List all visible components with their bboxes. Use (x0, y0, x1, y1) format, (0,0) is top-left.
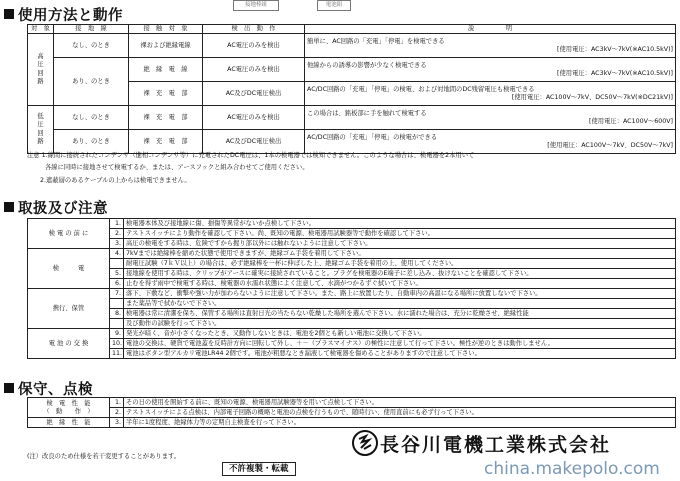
usage-note: 注意 1.線間に接続されたコンデンサ（進相コンデンサ等）に充電されたDC電圧は、1本の検電器では検知できません。このような場合は、検電器を2本用いて (27, 152, 475, 159)
table-row (28, 34, 676, 58)
description-cell: 他線からの誘導の影響が少なく検電できる [使用電圧：AC3kV〜7kV(※AC10.5kV)] (305, 58, 676, 82)
company-logo-icon (352, 430, 378, 456)
caution-item: 発光が暗く、音が小さくなったとき、又動作しないときは、電池を2個とも新しい電池に交換して下さい。 (124, 329, 676, 339)
ground-cell: あり、のとき (54, 58, 129, 106)
caution-item: 電池はボタン型アルカリ電池LR44 2個です。電池が粗悪なとき漏液して検電器を傷めることがありますので注意して下さい。 (124, 349, 676, 359)
header-detect: 検 出 動 作 (203, 25, 305, 34)
caution-item: 落下、下敷など、衝撃や強い力が加わらないように注意して下さい。また、路上に放置したり、自動車内の高温になる場所に放置しないで下さい。 (124, 289, 676, 299)
group-label: 携行、保管 (28, 289, 110, 329)
footer-note: (注）改良のため仕様を若干変更することがあります。 (27, 453, 181, 460)
group-label: 電 池 の 交 換 (28, 329, 110, 359)
maintenance-item: その日の使用を開始する前に、既知の電源、検電器用試験器等を用いて点検して下さい。 (124, 398, 676, 408)
detect-cell: AC電圧のみを検出 (203, 58, 305, 82)
usage-note: 2.遮蔽層のあるケーブルの上からは検電できません。 (40, 177, 191, 184)
group-label: 検 電 の 前 に (28, 219, 110, 249)
ground-cell: あり、のとき (54, 130, 129, 154)
detect-cell: AC電圧のみを検出 (203, 34, 305, 58)
stamp-label: 接地棒組 (233, 0, 279, 11)
section-title-usage: 使用方法と動作 (4, 4, 123, 25)
high-voltage-label: 高 圧 回 路 (28, 34, 54, 106)
section-title-maintenance: 保守、点検 (4, 378, 93, 399)
caution-item: テストスイッチにより動作を確認して下さい。尚、既知の電源、検電器用試験器等で動作を確認して下さい。 (124, 229, 676, 239)
section-title-handling: 取扱及び注意 (4, 197, 108, 218)
description-cell: この場合は、銘板部に手を触れて検電する [使用電圧：AC100V〜600V] (305, 106, 676, 130)
detect-cell: AC及びDC電圧検出 (203, 130, 305, 154)
caution-item: また薬品等で拭かないで下さい。 (124, 299, 676, 309)
header-ground: 接 地 線 (54, 25, 129, 34)
detect-cell: AC及びDC電圧検出 (203, 82, 305, 106)
watermark-text: china.makepolo.com (484, 459, 660, 479)
low-voltage-label: 低 圧 回 路 (28, 106, 54, 154)
copy-notice: 不許複製・転載 (222, 462, 296, 476)
stamp-label: 電池組 (317, 0, 351, 11)
caution-item: 止むを得ず雨中で検電する時は、検電器の水濡れ状態によく注意して、水滴がつかるずぐ拭いて下さい。 (124, 279, 676, 289)
contact-cell: 裸 充 電 部 (129, 82, 203, 106)
caution-item: 高圧の検電をする時は、危険ですから握り部以外には触れないように注意して下さい。 (124, 239, 676, 249)
usage-table (27, 24, 676, 154)
caution-item: 及び動作の試験を行って下さい。 (124, 319, 676, 329)
table-row (28, 58, 676, 82)
description-cell: 簡単に、AC回路の「充電」「停電」を検電できる [使用電圧：AC3kV〜7kV(※AC10.5kV)] (305, 34, 676, 58)
bullet-square-icon (4, 383, 14, 393)
bullet-square-icon (4, 9, 14, 19)
contact-cell: 絶 縁 電 線 (129, 58, 203, 82)
ground-cell: なし、のとき (54, 106, 129, 130)
description-cell: AC/DC回路の「充電」「停電」の検電ができる [使用電圧：AC100V〜7kV、DC50V〜7kV] (305, 130, 676, 154)
header-description: 説 明 (305, 25, 676, 34)
caution-item: 電池の交換は、硬貨で電池蓋を反時計方向に回転して外し、＋－（プラスマイナス）の極性に注意して行って下さい。極性が逆のときは動作しません。 (124, 339, 676, 349)
detect-cell: AC電圧のみを検出 (203, 106, 305, 130)
header-contact: 接 触 対 象 (129, 25, 203, 34)
contact-cell: 裸 充 電 部 (129, 106, 203, 130)
contact-cell: 裸 充 電 部 (129, 130, 203, 154)
maintenance-item: テストスイッチによる点検は、内部電子回路の概略と電池の点検を行うもので、随時行い、使用直前にも必ず行って下さい。 (124, 408, 676, 418)
maintenance-item: 半年に1度程度、絶縁体力等の定期自主検査を行って下さい。 (124, 418, 676, 428)
description-cell: AC/DC回路の「充電」「停電」の検電、および対地間のDC残留電圧も検電できる [使用電圧：AC100V〜7kV、DC50V〜7kV(※DC21kV)] (305, 82, 676, 106)
handling-table: 検 電 の 前 に 1. 検電器本体及び接地線に傷、損傷等異常がないか点検して下さい。 2. テストスイッチにより動作を確認して下さい。尚、既知の電源、検電器用試験器等で動作を確認して下さい。 3. 高圧の検電をする時は、危険ですから握り部以外には触れないように注意して下さい。 検 電 4. 7kVまでは絶縁棒を縮めた状態で使用できますが、絶縁ゴム手袋を着用して下さい。 耐電圧試験（7ｋＶ以上）の場合は、必ず絶縁棒を一杯に伸ばした上、絶縁ゴム手袋を着用の上、使用してください。 5. 接地線を使用する時は、クリップがアースに確実に接続されていること。プラグを検電器のE端子に差し込み、抜けないことを確認して下さい。 6. 止むを得ず雨中で検電する時は、検電器の水濡れ状態によく注意して、水滴がつかるずぐ拭いて下さい。 携行、保管 7. 落下、下敷など、衝撃や強い力が加わらないように注意して下さい。また、路上に放置したり、自動車内の高温になる場所に放置しないで下さい。 また薬品等で拭かないで下さい。 8. 検電器は常に清潔を保ち、保管する場所は直射日光の当たらない乾燥した場所を選んで下さい。水に濡れた場合は、充分に乾燥させ、絶縁性能 及び動作の試験を行って下さい。 電 池 の 交 換 9. 発光が暗く、音が小さくなったとき、又動作しないときは、電池を2個とも新しい電池に交換して下さい。 10. 電池の交換は、硬貨で電池蓋を反時計方向に回転して外し、＋－（プラスマイナス）の極性に注意して行って下さい。極性が逆のときは動作しません。 11. 電池はボタン型アルカリ電池LR44 2個です。電池が粗悪なとき漏液して検電器を傷めることがありますので注意して下さい。 (27, 218, 676, 359)
contact-cell: 裸および絶縁電線 (129, 34, 203, 58)
header-target: 対 象 (28, 25, 54, 34)
bullet-square-icon (4, 202, 14, 212)
table-row (28, 106, 676, 130)
caution-item: 検電器は常に清潔を保ち、保管する場所は直射日光の当たらない乾燥した場所を選んで下さい。水に濡れた場合は、充分に乾燥させ、絶縁性能 (124, 309, 676, 319)
caution-item: 検電器本体及び接地線に傷、損傷等異常がないか点検して下さい。 (124, 219, 676, 229)
caution-item: 接地線を使用する時は、クリップがアースに確実に接続されていること。プラグを検電器のE端子に差し込み、抜けないことを確認して下さい。 (124, 269, 676, 279)
maintenance-table: 検 電 性 能 （ 動 作 ） 1. その日の使用を開始する前に、既知の電源、検電器用試験器等を用いて点検して下さい。 2. テストスイッチによる点検は、内部電子回路の概略と電池の点検を行うもので、随時行い、使用直前にも必ず行って下さい。 絶 縁 性 能 3. 半年に1度程度、絶縁体力等の定期自主検査を行って下さい。 (27, 397, 676, 428)
table-row (28, 130, 676, 154)
group-label: 絶 縁 性 能 (28, 418, 110, 428)
usage-note: 各線に同時に接地させて検電するか、または、アースフックと組み合わせてご使用ください。 (45, 164, 309, 171)
caution-item: 耐電圧試験（7ｋＶ以上）の場合は、必ず絶縁棒を一杯に伸ばした上、絶縁ゴム手袋を着用の上、使用してください。 (124, 259, 676, 269)
company-name: 長谷川電機工業株式会社 (380, 434, 612, 456)
group-label: 検 電 性 能 （ 動 作 ） (28, 398, 110, 418)
ground-cell: なし、のとき (54, 34, 129, 58)
caution-item: 7kVまでは絶縁棒を縮めた状態で使用できますが、絶縁ゴム手袋を着用して下さい。 (124, 249, 676, 259)
group-label: 検 電 (28, 249, 110, 289)
